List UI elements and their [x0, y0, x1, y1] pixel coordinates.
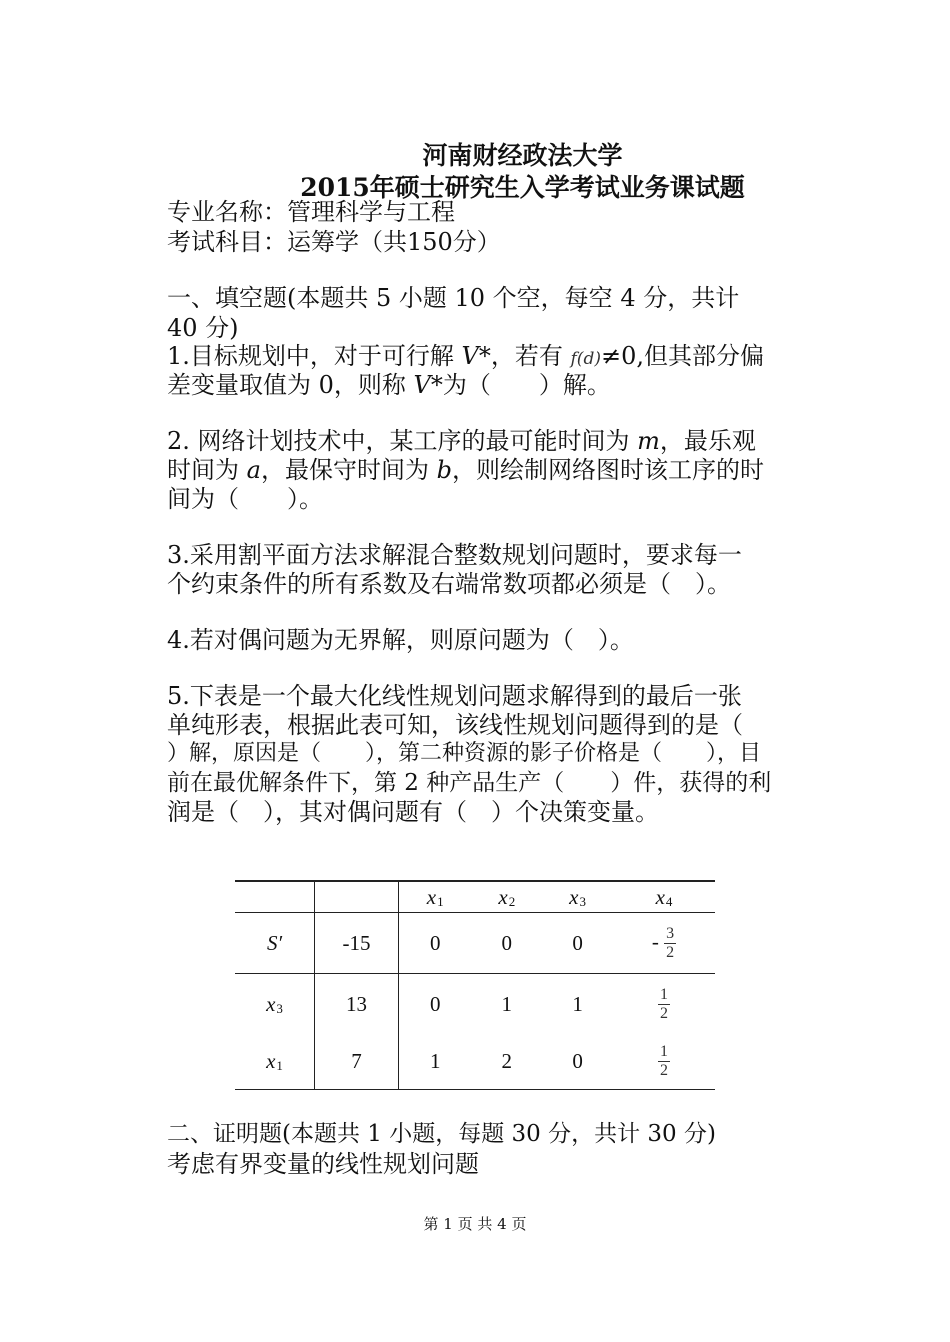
q2-text-e: ，则绘制网络图时该工序的时	[451, 456, 764, 484]
table-header-row	[235, 881, 715, 913]
row-s-c1: 0	[399, 913, 472, 974]
row-x3-c2: 1	[501, 991, 513, 1016]
question-5-line4: 前在最优解条件下，第 2 种产品生产（ ）件，获得的利	[167, 770, 772, 796]
header-cell-x2: x2	[471, 881, 542, 913]
row-x1-c4-fraction: $\frac{1}{2}$	[659, 1043, 668, 1079]
page-footer: 第 1 页 共 4 页	[423, 1215, 527, 1233]
subject-line: 考试科目：运筹学（共150分）	[167, 228, 501, 256]
table-row	[235, 974, 715, 1035]
q1-var-v: V*	[461, 342, 491, 370]
q2-text-b: ，最乐观	[659, 427, 756, 455]
q1-function: f(d)	[570, 349, 601, 369]
row-s-c2: 0	[471, 913, 542, 974]
university-title: 河南财经政法大学	[422, 141, 623, 170]
row-x3-label: x3	[235, 974, 315, 1035]
row-s-c4-fraction: $\frac{3}{2}$	[666, 924, 675, 961]
simplex-table	[235, 880, 715, 1090]
section1-heading-cont: 40 分)	[167, 314, 239, 342]
row-x3-rhs: 13	[315, 974, 399, 1035]
question-1-line2	[167, 370, 787, 400]
row-x3-c1: 0	[429, 991, 441, 1016]
q2-var-b: b	[436, 456, 452, 484]
q2-var-a: a	[246, 456, 261, 484]
row-s-label: S′	[235, 913, 315, 974]
row-s-c3: 0	[542, 913, 613, 974]
header-cell-x1: x1	[399, 881, 472, 913]
row-s-rhs: -15	[315, 913, 399, 974]
table-row	[235, 913, 715, 974]
question-3-line2: 个约束条件的所有系数及右端常数项都必须是（ ）。	[167, 570, 731, 598]
q1-text-a: 1.目标规划中，对于可行解	[167, 342, 462, 370]
header-cell-x3: x3	[542, 881, 613, 913]
row-x1-label: x1	[235, 1034, 315, 1090]
question-5-line2: 单纯形表，根据此表可知，该线性规划问题得到的是（	[167, 711, 743, 739]
row-x3-c4	[613, 974, 715, 1035]
q2-text-d: ，最保守时间为	[260, 456, 437, 484]
question-5-line3: ）解，原因是（ ），第二种资源的影子价格是（ ），目	[167, 741, 762, 766]
q1-text-b: ，若有	[490, 342, 571, 370]
section2-line1: 考虑有界变量的线性规划问题	[167, 1150, 479, 1178]
row-s-c4	[613, 913, 715, 974]
row-x3-c4-fraction: $\frac{1}{2}$	[659, 985, 668, 1022]
q1-text-e: 为（ ）解。	[442, 371, 611, 399]
row-x1-c2: 2	[471, 1034, 542, 1090]
header-cell-x4: x4	[613, 881, 715, 913]
section1-heading: 一、填空题(本题共 5 小题 10 个空，每空 4 分，共计	[167, 284, 740, 312]
q2-text-c: 时间为	[167, 456, 247, 484]
header-cell-basis	[235, 881, 315, 913]
question-5-line1: 5.下表是一个最大化线性规划问题求解得到的最后一张	[167, 682, 742, 710]
row-x3-c3: 1	[572, 991, 583, 1016]
question-4-line1: 4.若对偶问题为无界解，则原问题为（ ）。	[167, 626, 634, 654]
question-3-line1: 3.采用割平面方法求解混合整数规划问题时，要求每一	[167, 541, 742, 569]
table-row	[235, 1034, 715, 1090]
row-s-c4-sign: -	[651, 928, 659, 953]
question-2-line2	[167, 455, 787, 485]
row-x1-c4	[613, 1034, 715, 1090]
q2-text-a: 2. 网络计划技术中，某工序的最可能时间为	[167, 427, 638, 455]
question-2-line3: 间为（ ）。	[167, 485, 323, 513]
major-line: 专业名称：管理科学与工程	[167, 198, 455, 226]
row-x1-c1: 1	[399, 1034, 472, 1090]
row-x1-rhs: 7	[315, 1034, 399, 1090]
exam-title: 2015年硕士研究生入学考试业务课试题	[300, 173, 745, 202]
q1-text-c: ≠0,但其部分偏	[600, 342, 764, 370]
question-5-line5: 润是（ ），其对偶问题有（ ）个决策变量。	[167, 798, 659, 826]
q1-text-d: 差变量取值为 0，则称	[167, 371, 414, 399]
section2-heading: 二、证明题(本题共 1 小题，每题 30 分，共计 30 分)	[167, 1121, 716, 1147]
question-2-line1	[167, 426, 787, 456]
header-cell-rhs	[315, 881, 399, 913]
q1-var-v-2: V*	[413, 371, 443, 399]
row-x1-c3: 0	[542, 1034, 613, 1090]
q2-var-m: m	[637, 427, 660, 455]
